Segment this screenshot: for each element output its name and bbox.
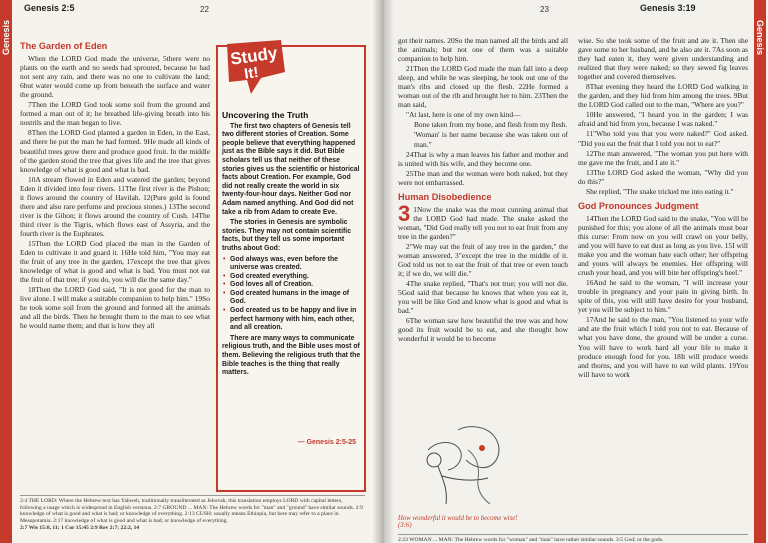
page-number: 23 xyxy=(540,5,549,14)
verse-paragraph: 7Then the LORD God took some soil from the ground and formed a man out of it; he breathed life-giving breath into his nostrils and the man began to live. xyxy=(20,100,210,128)
bullet-item: • God created humans in the image of God. xyxy=(230,290,361,307)
poem-line: Bone taken from my bone, and flesh from my flesh. xyxy=(414,120,568,130)
verse-paragraph xyxy=(398,200,568,241)
bullet-item: • God loves all of Creation. xyxy=(230,281,361,290)
study-box-bullets xyxy=(222,256,361,333)
section-heading: The Garden of Eden xyxy=(20,41,108,51)
illustration-bg xyxy=(398,420,518,512)
verse-paragraph: 14Then the LORD God said to the snake, "You will be punished for this; you alone of all the animals must bear this curse: From now on you will crawl on your belly, and you will have to eat dust as long as you live. 15I will make you and the woman hate each other; her offspring and yours will always be enemies. Her offspring will crush your head, and you will bite her offspring's heel." xyxy=(578,213,748,278)
verse-text: 1Now the snake was the most cunning animal that the LORD God had made. The snake asked the woman, "Did God really tell you not to eat fruit from any tree in the garden?" xyxy=(398,204,568,241)
verse-paragraph: 6The woman saw how beautiful the tree was and how good its fruit would be to eat, and she thought how wonderful it would be to become xyxy=(398,316,568,344)
study-box-reference: — Genesis 2:5-25 xyxy=(297,439,356,446)
study-box-intro: The first two chapters of Genesis tell two different stories of Creation. Some people believe that everything happened just as the Bible says it did. But Bible scholars tell us that neither of these stories gives us the scientific or historical facts about Creation. For example, God did not really create the world in six twenty-four-hour days. Neither God nor Adam named anything. And God did not take a rib from Adam to create Eve. xyxy=(222,122,360,216)
cross-references: 2:7 Wis 15:8, 11; 1 Cor 15:45 2:9 Rev 2:7; 22:2, 14 xyxy=(20,524,140,531)
verse-paragraph: 15Then the LORD God placed the man in the Garden of Eden to cultivate it and guard it. 16He told him, "You may eat the fruit of any tree in the garden, 17except the tree that gives knowledge of what is good and what is bad. You must not eat the fruit of that tree; if you do, you will die the same day." xyxy=(20,238,210,285)
study-box-body xyxy=(222,111,361,380)
verse-paragraph: wise. So she took some of the fruit and ate it. Then she gave some to her husband, and he also ate it. 7As soon as they had eaten it, they were given understanding and realized that they were naked; so they sewed fig leaves together and covered themselves. xyxy=(578,36,748,82)
badge-line-2: It! xyxy=(243,63,260,83)
left-page xyxy=(0,0,382,543)
verse-paragraph: 10A stream flowed in Eden and watered the garden; beyond Eden it divided into four rivers. 11The first river is the Pishon; it flows around the country of Havilah. 12(Pure gold is found there and also rare perfume and precious stones.) 13The second river is the Gihon; it flows around the country of Cush. 14The third river is the Tigris, which flows east of Assyria, and the fourth river is the Euphrates. xyxy=(20,174,210,238)
verse-paragraph: 8That evening they heard the LORD God walking in the garden, and they hid from him among the trees. 9But the LORD God called out to the man, "Where are you?" xyxy=(578,82,748,110)
verse-paragraph: 4The snake replied, "That's not true; you will not die. 5God said that because he knows that when you eat it, you will be like God and know what is good and what is bad." xyxy=(398,279,568,316)
page-number: 22 xyxy=(200,5,209,14)
verse-paragraph: 11"Who told you that you were naked?" God asked. "Did you eat the fruit that I told you not to eat?" xyxy=(578,129,748,148)
verse-paragraph: 24That is why a man leaves his father and mother and is united with his wife, and they become one. xyxy=(398,149,568,168)
verse-paragraph: 10He answered, "I heard you in the garden; I was afraid and hid from you, because I was naked." xyxy=(578,110,748,129)
poem-line: 'Woman' is her name because she was taken out of man." xyxy=(414,130,568,149)
book-tab-label: Genesis xyxy=(755,20,765,56)
verse-paragraph: 21Then the LORD God made the man fall into a deep sleep, and while he was sleeping, he took out one of the man's ribs and closed up the flesh. 22He formed a woman out of the rib and brought her to him. 23Then the man said, xyxy=(398,64,568,110)
badge-line-1: Study xyxy=(229,43,279,69)
verse-paragraph: 2"We may eat the fruit of any tree in the garden," the woman answered, 3"except the tree in the middle of it. God told us not to eat the fruit of that tree or even touch it; if we do, we will die." xyxy=(398,241,568,279)
poem-line: "At last, here is one of my own kind— xyxy=(406,110,521,120)
verse-paragraph: 13The LORD God asked the woman, "Why did you do this?" xyxy=(578,167,748,186)
illustration-caption: How wonderful it would be to become wise! (3:6) xyxy=(398,515,518,529)
section-heading: Human Disobedience xyxy=(398,191,492,202)
verse-paragraph: 18Then the LORD God said, "It is not good for the man to live alone. I will make a suitable companion to help him." 19So he took some soil from the ground and formed all the animals and all the birds. Then he brought them to the man to see what he would name them; and that is how they all xyxy=(20,285,210,331)
book-tab xyxy=(0,0,12,543)
footnotes xyxy=(20,495,365,532)
bullet-item: • God created us to be happy and live in perfect harmony with him, each other, and all creation. xyxy=(230,307,361,333)
bullet-item: • God created everything. xyxy=(230,273,361,282)
footnotes: 2:23 WOMAN ... MAN: The Hebrew words for "woman" and "man" have rather similar sounds. 3:5 God; or the gods. xyxy=(398,534,748,543)
verse-paragraph: 25The man and the woman were both naked, but they were not embarrassed. xyxy=(398,168,568,187)
running-head: Genesis 2:5 xyxy=(24,3,75,13)
bullet-item: • God always was, even before the universe was created. xyxy=(230,256,361,273)
study-it-badge xyxy=(221,38,289,98)
study-box-heading: Uncovering the Truth xyxy=(222,110,309,120)
right-text-column-2 xyxy=(578,36,748,380)
verse-paragraph: 8Then the LORD God planted a garden in Eden, in the East, and there he put the man he had formed. 9He made all kinds of beautiful trees grow there and produce good fruit. In the middle of the garden stood the tree that gives life and the tree that gives knowledge of what is good and what is bad. xyxy=(20,128,210,174)
verse-paragraph: got their names. 20So the man named all the birds and all the animals; but not one of them was a suitable companion to help him. xyxy=(398,36,568,64)
study-box-closing: There are many ways to communicate religious truth, and the Bible uses most of them. Believing the religious truth that the Bible teaches is the thing that really matters. xyxy=(222,334,361,377)
section-heading: God Pronounces Judgment xyxy=(578,200,699,211)
footnote-text: 2:4 THE LORD: Where the Hebrew text has Yahweh, traditionally transliterated as Jehovah, this translation employs LORD with capital letters, following a usage which is widespread in English versions. 2:7 GROUND ... MAN: The Hebrew words for "man" and "ground" have similar sounds. 2:9 knowledge of what is good and what is bad; or knowledge of everything. 2:13 CUSH: usually means Ethiopia, but here may refer to a place in Mesopotamia. 2:17 knowledge of what is good and what is bad; or knowledge of everything. xyxy=(20,498,363,525)
study-box-lead: The stories in Genesis are symbolic stories. They may not contain scientific facts, but they tell us some important truths about God: xyxy=(222,219,352,252)
right-text-column-1 xyxy=(398,36,568,345)
verse-paragraph: She replied, "The snake tricked me into eating it." xyxy=(586,186,734,196)
fruit-icon xyxy=(479,445,485,451)
running-head: Genesis 3:19 xyxy=(640,3,696,13)
book-tab xyxy=(754,0,766,543)
book-tab-label: Genesis xyxy=(1,20,11,56)
adam-eve-illustration xyxy=(398,420,518,512)
verse-paragraph: 12The man answered, "The woman you put here with me gave me the fruit, and I ate it." xyxy=(578,148,748,167)
left-text-column xyxy=(20,40,210,331)
study-it-box xyxy=(216,45,366,492)
verse-paragraph: 16And he said to the woman, "I will increase your trouble in pregnancy and your pain in giving birth. In spite of this, you will still have desire for your husband, yet you will be subject to him." xyxy=(578,278,748,315)
chapter-number: 3 xyxy=(398,200,411,226)
verse-paragraph: When the LORD God made the universe, 5there were no plants on the earth and no seeds had sprouted, because he had not sent any rain, and there was no one to cultivate the land; 6but water would come up from beneath the surface and water the ground. xyxy=(20,54,210,100)
verse-paragraph: 17And he said to the man, "You listened to your wife and ate the fruit which I told you not to eat. Because of what you have done, the ground will be under a curse. You will have to work hard all your life to make it produce enough food for you. 18It will produce weeds and thorns, and you will have to eat wild plants. 19You will have to work xyxy=(578,315,748,379)
